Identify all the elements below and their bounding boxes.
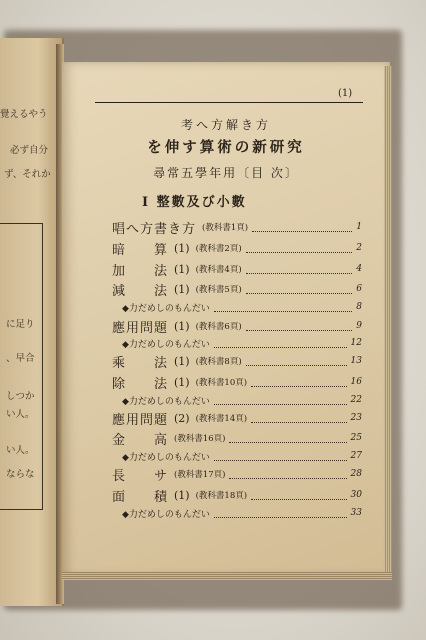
toc-textbook-ref: (教科書14頁) (195, 414, 248, 424)
left-page-line: ず、それか (4, 169, 51, 180)
toc-page-number: 6 (356, 284, 362, 294)
toc-textbook-ref: (教科書17頁) (174, 470, 226, 480)
toc-label: ◆力だめしのもんだい (122, 452, 210, 463)
toc-leader-dots (214, 303, 352, 312)
toc-row (112, 487, 362, 503)
toc-leader-dots (246, 285, 353, 294)
toc-row (122, 299, 362, 315)
toc-page-number: 1 (356, 222, 362, 232)
toc-number: (1) (174, 319, 190, 333)
left-page-line: 覺えるやう (0, 109, 48, 120)
left-page-line: に足り (6, 319, 35, 330)
toc-number: (2) (174, 411, 190, 425)
toc-row (112, 430, 362, 446)
left-page-line: ならな (6, 469, 35, 480)
toc-label: 暗 算 (112, 242, 169, 258)
toc-number: (1) (174, 375, 190, 389)
left-page (0, 38, 64, 606)
toc-textbook-ref: (教科書8頁) (195, 357, 242, 367)
toc-textbook-ref: (教科書6頁) (195, 322, 242, 332)
toc-leader-dots (251, 491, 346, 500)
toc-leader-dots (246, 357, 347, 366)
toc-page-number: 30 (350, 490, 362, 500)
toc-page-number: 28 (350, 469, 362, 479)
toc-page-number: 23 (350, 413, 362, 423)
toc-label: ◆力だめしのもんだい (122, 303, 210, 314)
toc-leader-dots (229, 434, 346, 443)
toc-label: 長 サ (112, 468, 169, 484)
title-line-3: 尋常五學年用〔目 次〕 (153, 166, 299, 180)
toc-row (122, 505, 362, 521)
toc-label: 加 法 (112, 263, 169, 279)
toc-row (112, 353, 362, 369)
toc-leader-dots (246, 244, 353, 253)
toc-number: (1) (174, 282, 190, 296)
toc-label: ◆力だめしのもんだい (122, 339, 210, 350)
toc-textbook-ref: (教科書5頁) (195, 285, 242, 295)
toc-label: ◆力だめしのもんだい (122, 509, 210, 520)
toc-row (112, 410, 362, 426)
toc-leader-dots (214, 339, 347, 348)
toc-textbook-ref: (教科書2頁) (195, 244, 242, 254)
toc-row (112, 281, 362, 297)
toc-textbook-ref: (教科書10頁) (195, 378, 248, 388)
toc-textbook-ref: (教科書4頁) (195, 265, 242, 275)
toc-textbook-ref: (教科書18頁) (195, 491, 248, 501)
toc-leader-dots (251, 414, 346, 423)
toc-label: 減 法 (112, 283, 169, 299)
toc-row (112, 261, 362, 277)
toc-row (122, 335, 362, 351)
toc-leader-dots (214, 509, 347, 518)
toc-number: (1) (174, 488, 190, 502)
toc-page-number: 12 (350, 338, 362, 348)
toc-label: 除 法 (112, 376, 169, 392)
toc-label: ◆力だめしのもんだい (122, 396, 210, 407)
page-bottom-edge (62, 572, 392, 580)
toc-leader-dots (246, 265, 353, 274)
toc-row (112, 219, 362, 235)
toc-textbook-ref: (教科書1頁) (202, 223, 249, 233)
toc-row (112, 240, 362, 256)
toc-label: 應用問題 (112, 320, 169, 336)
toc-page-number: 33 (350, 508, 362, 518)
toc-page-number: 9 (356, 321, 362, 331)
left-page-line: い人。 (6, 409, 35, 420)
left-page-line: い人。 (6, 445, 35, 456)
toc-number: (1) (174, 354, 190, 368)
toc-leader-dots (214, 396, 347, 405)
toc-label: 乘 法 (112, 355, 169, 371)
toc-textbook-ref: (教科書16頁) (174, 434, 226, 444)
toc-leader-dots (246, 322, 353, 331)
toc-row (122, 392, 362, 408)
toc-page-number: 22 (350, 395, 362, 405)
toc-label: 應用問題 (112, 412, 169, 428)
toc-leader-dots (229, 470, 346, 479)
toc-row (112, 466, 362, 482)
toc-label: 面 積 (112, 489, 169, 505)
toc-page-number: 27 (350, 451, 362, 461)
toc-page-number: 4 (356, 264, 362, 274)
toc-row (122, 448, 362, 464)
page-number: (1) (338, 88, 353, 99)
toc-row (112, 374, 362, 390)
toc-number: (1) (174, 262, 190, 276)
toc-leader-dots (252, 223, 352, 232)
header-rule (95, 102, 363, 103)
toc-page-number: 13 (350, 356, 362, 366)
toc-leader-dots (214, 452, 347, 461)
toc-row (112, 318, 362, 334)
toc-label: 金 高 (112, 432, 169, 448)
toc-label: 唱へ方書き方 (112, 221, 197, 237)
toc-leader-dots (251, 378, 346, 387)
title-line-2: を伸す算術の新研究 (147, 139, 305, 156)
toc-page-number: 8 (356, 302, 362, 312)
left-page-line: 、早合 (6, 353, 35, 364)
toc-page-number: 2 (356, 243, 362, 253)
left-page-line: 必ず自分 (10, 145, 49, 156)
title-line-1: 考へ方解き方 (180, 118, 271, 132)
toc-page-number: 16 (350, 377, 362, 387)
toc-page-number: 25 (350, 433, 362, 443)
toc-number: (1) (174, 241, 190, 255)
left-page-line: しつか (6, 391, 35, 402)
section-title: I 整數及び小數 (142, 195, 247, 210)
